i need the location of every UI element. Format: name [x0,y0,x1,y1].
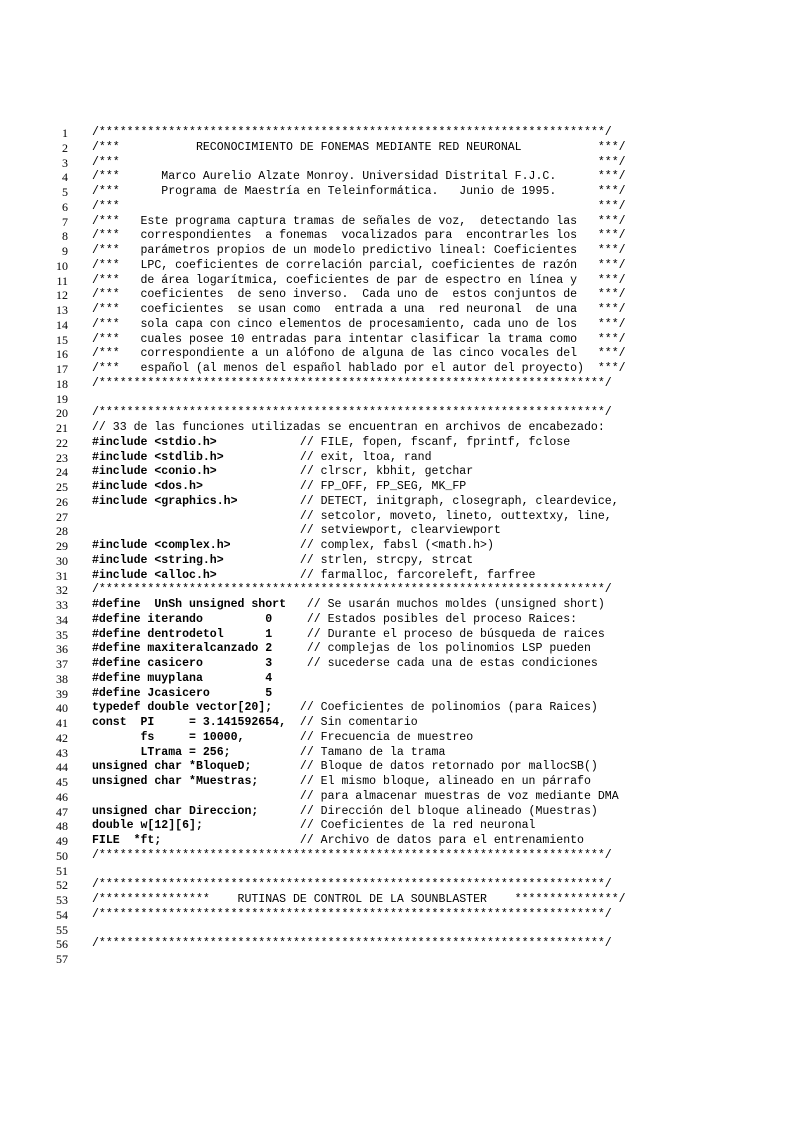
line-number: 48 [56,819,68,834]
code-text [92,274,626,289]
line-number: 57 [56,952,68,966]
code-keyword-part: #include <complex.h> [92,539,231,552]
code-text [92,333,626,348]
code-line [52,583,752,598]
code-text [92,259,626,274]
code-comment-part: // Durante el proceso de búsqueda de raices [272,627,605,641]
code-line [52,362,752,377]
line-number: 19 [56,391,68,406]
line-number: 13 [56,303,68,317]
code-comment-part: // farmalloc, farcoreleft, farfree [216,568,536,582]
code-comment-part: /*** Este programa captura tramas de señales de voz, detectando las ***/ [92,214,626,228]
code-keyword-part: #define UnSh unsigned short [92,598,287,611]
code-text [92,244,626,259]
code-comment-part: // sucederse cada una de estas condiciones [272,657,598,670]
code-text [92,215,626,230]
code-text [92,465,473,480]
code-comment-part: // 33 de las funciones utilizadas se encuentran en archivos de encabezado: [92,421,605,434]
code-comment-part: // Coeficientes de la red neuronal [202,819,536,833]
code-keyword-part: #include <conio.h> [92,465,217,479]
code-text [92,451,432,466]
line-number: 51 [56,863,68,878]
line-number: 16 [56,347,68,362]
code-comment-part: /*** RECONOCIMIENTO DE FONEMAS MEDIANTE RED NEURONAL ***/ [92,140,626,154]
code-comment-part: // Frecuencia de muestreo [244,730,474,744]
line-number: 36 [56,642,68,657]
code-text [92,731,473,746]
code-line [52,259,752,274]
code-text [92,141,626,156]
code-comment-part: /*** sola capa con cinco elementos de procesamiento, cada uno de los ***/ [92,317,626,331]
code-line [52,790,752,805]
code-keyword-part: typedef double vector[20]; [92,701,273,715]
code-line [52,406,752,421]
code-comment-part: /*** cuales posee 10 entradas para intentar clasificar la trama como ***/ [92,332,626,346]
line-number: 42 [56,730,68,745]
code-comment-part: // Sin comentario [286,716,418,729]
code-text [92,760,598,775]
code-text [92,303,626,318]
code-keyword-part: #include <dos.h> [92,480,203,493]
code-keyword-part: LTrama = 256; [92,745,231,759]
code-keyword-part: #include <graphics.h> [92,494,238,508]
code-comment-part: // Se usarán muchos moldes (unsigned short) [286,598,605,611]
code-line [52,377,752,392]
code-listing [52,126,752,967]
code-line [52,392,752,407]
code-text [92,628,605,643]
code-comment-part: // clrscr, kbhit, getchar [216,465,474,479]
code-comment-part: // Archivo de datos para el entrenamiento [161,834,584,847]
code-comment-part: // Estados posibles del proceso Raices: [272,612,578,626]
code-comment-part: /*************************************************************************/ [92,907,612,921]
code-line [52,716,752,731]
code-keyword-part: #include <stdlib.h> [92,450,224,464]
code-line [52,746,752,761]
code-line [52,156,752,171]
code-text [92,362,626,377]
code-line [52,672,752,687]
code-line [52,229,752,244]
line-number: 4 [62,170,68,185]
code-line [52,510,752,525]
code-text [92,937,612,952]
code-comment-part: /*** LPC, coeficientes de correlación parcial, coeficientes de razón ***/ [92,258,626,272]
line-number: 44 [56,760,68,775]
line-number: 2 [62,140,68,155]
code-line [52,141,752,156]
code-line [52,539,752,554]
line-number: 43 [56,745,68,760]
code-comment-part: // setviewport, clearviewport [92,524,501,538]
code-line [52,775,752,790]
code-text [92,156,626,171]
code-keyword-part: #define muyplana 4 [92,671,273,685]
line-number: 1 [62,126,68,140]
line-number: 10 [56,258,68,273]
code-text [92,406,612,421]
code-text [92,613,577,628]
line-number: 27 [56,509,68,524]
code-comment-part: /*** Marco Aurelio Alzate Monroy. Universidad Distrital F.J.C. ***/ [92,170,626,184]
code-comment-part: /*** de área logarítmica, coeficientes de par de espectro en línea y ***/ [92,273,626,287]
code-line [52,436,752,451]
code-keyword-part: unsigned char *Muestras; [92,775,259,788]
line-number: 22 [56,435,68,450]
code-keyword-part: unsigned char *BloqueD; [92,760,252,774]
code-line [52,923,752,938]
code-comment-part: // para almacenar muestras de voz mediante DMA [92,789,619,803]
code-comment-part: // strlen, strcpy, strcat [223,553,474,567]
line-number: 32 [56,583,68,598]
code-text [92,672,272,687]
code-text [92,510,612,525]
line-number: 37 [56,657,68,671]
line-number: 25 [56,480,68,494]
code-keyword-part: #include <string.h> [92,553,224,567]
code-comment-part: /*** correspondiente a un alófono de alguna de las cinco vocales del ***/ [92,347,626,361]
code-comment-part: // complex, fabsl (<math.h>) [230,539,494,552]
code-line [52,347,752,362]
code-text [92,495,619,510]
line-number: 24 [56,465,68,480]
code-text [92,598,605,613]
line-number: 28 [56,524,68,539]
code-keyword-part: #define maxiteralcanzado 2 [92,642,273,656]
code-text [92,569,535,584]
code-line [52,805,752,820]
code-comment-part: // Dirección del bloque alineado (Muestras) [258,804,598,818]
code-comment-part: /*** correspondientes a fonemas vocalizados para encontrarles los ***/ [92,229,626,243]
code-line [52,554,752,569]
code-line [52,952,752,967]
code-comment-part: /*************************************************************************/ [92,937,612,951]
line-number: 38 [56,671,68,686]
code-comment-part: // Bloque de datos retornado por mallocSB() [251,760,598,774]
line-number: 12 [56,288,68,303]
code-comment-part: // FP_OFF, FP_SEG, MK_FP [202,480,467,493]
code-line [52,185,752,200]
code-line [52,642,752,657]
code-line [52,215,752,230]
code-keyword-part: fs = 10000, [92,730,245,744]
line-number: 40 [56,701,68,716]
code-comment-part: // complejas de los polinomios LSP pueden [272,642,591,656]
line-number: 39 [56,686,68,701]
code-line [52,126,752,141]
code-line [52,524,752,539]
code-keyword-part: FILE *ft; [92,834,162,847]
code-text [92,583,612,598]
line-number: 47 [56,804,68,819]
line-number: 18 [56,376,68,391]
code-line [52,569,752,584]
code-line [52,303,752,318]
code-text [92,805,598,820]
code-line [52,170,752,185]
code-line [52,731,752,746]
code-line [52,598,752,613]
code-text [92,229,626,244]
code-line [52,657,752,672]
code-text [92,524,501,539]
line-number: 29 [56,539,68,553]
code-comment-part: /*** coeficientes se usan como entrada a una red neuronal de una ***/ [92,303,626,316]
code-comment-part: /**************** RUTINAS DE CONTROL DE LA SOUNBLASTER ***************/ [92,893,626,906]
code-text [92,746,445,761]
code-keyword-part: double w[12][6]; [92,819,203,833]
code-text [92,347,626,362]
line-number: 55 [56,922,68,937]
code-keyword-part: unsigned char Direccion; [92,804,259,818]
code-text [92,539,494,554]
code-line [52,465,752,480]
code-line [52,701,752,716]
line-number: 17 [56,362,68,376]
line-number: 14 [56,317,68,332]
code-keyword-part: #define Jcasicero 5 [92,686,273,700]
line-number: 56 [56,937,68,952]
line-number: 9 [62,244,68,258]
line-number: 30 [56,553,68,568]
code-keyword-part: const PI = 3.141592654, [92,716,287,729]
code-keyword-part: #define casicero 3 [92,657,273,670]
code-text [92,701,598,716]
code-comment-part: /*************************************************************************/ [92,583,612,597]
line-number: 34 [56,612,68,627]
code-comment-part: // DETECT, initgraph, closegraph, cleardevice, [237,494,619,508]
line-number: 53 [56,893,68,907]
line-number: 5 [62,185,68,199]
code-text [92,775,591,790]
code-text [92,436,570,451]
code-comment-part: // El mismo bloque, alineado en un párrafo [258,775,591,788]
line-number: 33 [56,598,68,612]
line-number: 35 [56,627,68,642]
code-text [92,642,591,657]
code-line [52,893,752,908]
code-text [92,849,612,864]
code-keyword-part: #define iterando 0 [92,612,273,626]
code-comment-part: /*** coeficientes de seno inverso. Cada uno de estos conjuntos de ***/ [92,288,626,302]
code-comment-part: /*** español (al menos del español hablado por el autor del proyecto) ***/ [92,362,626,375]
line-number: 45 [56,775,68,789]
code-text [92,170,626,185]
line-number: 46 [56,789,68,804]
code-text [92,908,612,923]
code-line [52,333,752,348]
code-line [52,613,752,628]
code-text [92,819,535,834]
line-number: 6 [62,199,68,214]
code-text [92,893,626,908]
code-text [92,480,466,495]
code-keyword-part: #include <alloc.h> [92,568,217,582]
code-text [92,790,619,805]
code-comment-part: /*** ***/ [92,199,626,213]
code-text [92,657,598,672]
code-text [92,878,612,893]
code-line [52,937,752,952]
code-text [92,421,605,436]
code-comment-part: // Tamano de la trama [230,745,446,759]
code-comment-part: // setcolor, moveto, lineto, outtextxy, line, [92,509,612,523]
line-number: 31 [56,568,68,583]
line-number: 49 [56,834,68,848]
line-number: 52 [56,878,68,893]
code-comment-part: /*************************************************************************/ [92,406,612,420]
code-comment-part: // Coeficientes de polinomios (para Raices) [272,701,598,715]
code-line [52,318,752,333]
code-comment-part: /*************************************************************************/ [92,878,612,892]
code-line [52,908,752,923]
line-number: 8 [62,229,68,244]
code-text [92,126,612,141]
line-number: 54 [56,907,68,922]
code-comment-part: // FILE, fopen, fscanf, fprintf, fclose [216,435,571,449]
code-keyword-part: #include <stdio.h> [92,435,217,449]
code-line [52,274,752,289]
code-comment-part: /*************************************************************************/ [92,848,612,862]
code-line [52,200,752,215]
line-number: 26 [56,494,68,509]
code-comment-part: /*************************************************************************/ [92,126,612,139]
code-comment-part: /*** Programa de Maestría en Teleinformática. Junio de 1995. ***/ [92,185,626,198]
code-keyword-part: #define dentrodetol 1 [92,627,273,641]
code-line [52,834,752,849]
code-line [52,421,752,436]
line-number: 23 [56,450,68,465]
code-comment-part: // exit, ltoa, rand [223,450,432,464]
code-line [52,288,752,303]
code-line [52,760,752,775]
code-line [52,244,752,259]
code-comment-part: /*** parámetros propios de un modelo predictivo lineal: Coeficientes ***/ [92,244,626,257]
code-line [52,687,752,702]
code-text [92,377,612,392]
line-number: 41 [56,716,68,730]
line-number: 21 [56,421,68,435]
code-text [92,834,584,849]
line-number: 7 [62,214,68,229]
code-line [52,495,752,510]
line-number: 20 [56,406,68,421]
line-number: 3 [62,155,68,170]
code-text [92,200,626,215]
code-comment-part: /*** ***/ [92,155,626,169]
code-line [52,628,752,643]
code-line [52,878,752,893]
code-line [52,864,752,879]
line-number: 50 [56,848,68,863]
code-text [92,288,626,303]
code-line [52,480,752,495]
line-number: 11 [56,273,68,288]
line-number: 15 [56,332,68,347]
code-text [92,687,272,702]
code-comment-part: /*************************************************************************/ [92,376,612,390]
code-text [92,318,626,333]
code-line [52,451,752,466]
code-line [52,819,752,834]
code-text [92,554,473,569]
code-line [52,849,752,864]
code-text [92,185,626,200]
code-text [92,716,418,731]
